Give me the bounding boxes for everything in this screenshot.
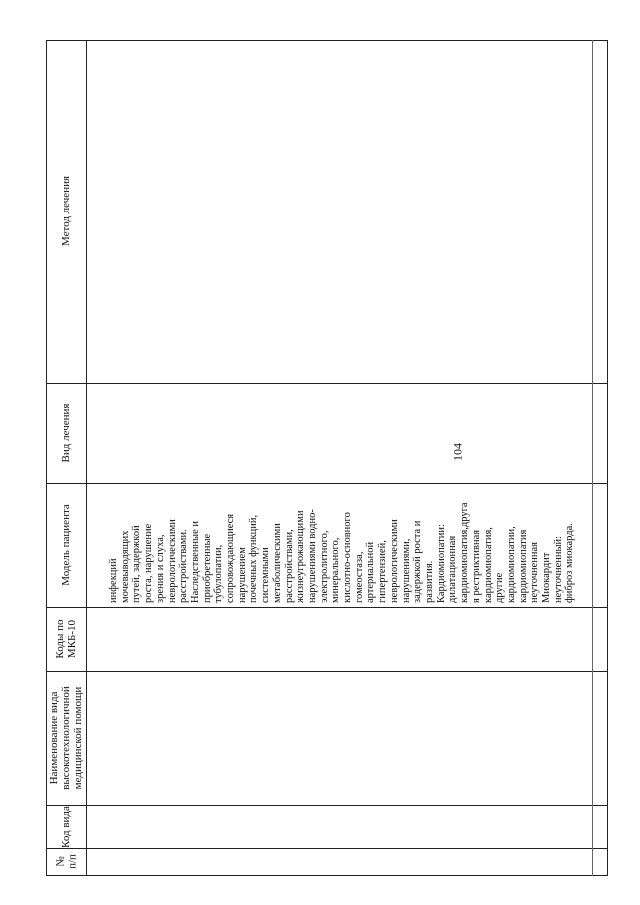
patient-model-line: сопровождающиеся [225, 513, 237, 603]
table-inner-right [592, 40, 593, 876]
table-divider-2 [46, 483, 608, 484]
patient-model-line: неуточненная [529, 542, 541, 603]
patient-model-line: неврологическими [388, 519, 400, 603]
patient-model-line: Миокардит [541, 552, 553, 603]
header-model: Модель пациента [60, 504, 72, 586]
patient-model-line: фиброз миокарда. [564, 523, 576, 603]
header-vid: Вид лечения [60, 403, 72, 463]
patient-model-line: почечных функций, [248, 514, 260, 603]
patient-model-line: инфекций [108, 558, 119, 603]
table-border-top [46, 40, 608, 41]
table-divider-4 [46, 671, 608, 672]
patient-model-line: развития. [423, 560, 435, 603]
patient-model-line: Кардиомиопатии: [435, 524, 447, 603]
page-number: 104 [450, 443, 465, 461]
header-divider [86, 40, 87, 876]
patient-model-line: Наследственные и [189, 520, 201, 603]
patient-model-line: метаболическими [271, 523, 283, 603]
header-mkb: Коды по МКБ-10 [54, 619, 78, 659]
patient-model-line: тубулопатии, [213, 544, 225, 603]
patient-model-line: неуточненный: [552, 535, 564, 603]
table-divider-1 [46, 383, 608, 384]
header-metod: Метод лечения [60, 175, 72, 247]
medical-care-table [46, 40, 608, 876]
header-kod: Код вида [60, 806, 72, 848]
patient-model-line: мочевыводящих [119, 530, 131, 603]
header-num: № п/п [54, 854, 78, 869]
table-border-right [607, 40, 608, 876]
patient-model-line: дилатационная [447, 535, 459, 603]
patient-model-line: нарушением [236, 547, 248, 603]
patient-model-line: зрения и слуха, [154, 534, 166, 603]
patient-model-line: кардиомиопатии, [505, 526, 517, 603]
patient-model-line: артериальной [365, 541, 377, 603]
patient-model-line: электролитного, [318, 530, 330, 603]
patient-model-line: жизнеугрожающими [295, 510, 307, 603]
patient-model-line: кардиомиопатия, [482, 527, 494, 603]
patient-model-text [108, 502, 576, 603]
patient-model-line: гомеостаза, [353, 551, 365, 603]
patient-model-line: я рестриктивная [470, 529, 482, 603]
patient-model-line: минерального, [330, 537, 342, 603]
patient-model-line: роста, нарушение [143, 523, 155, 603]
table-border-bottom [46, 875, 608, 876]
patient-model-line: нарушениями, [400, 538, 412, 603]
patient-model-line: нарушениями водно- [306, 509, 318, 603]
patient-model-line: гипертензией, [377, 540, 389, 603]
patient-model-line: неврологическими [166, 519, 178, 603]
patient-model-line: кардиомиопатия,друга [459, 502, 471, 603]
table-divider-5 [46, 805, 608, 806]
header-name: Наименование вида высокотехнологичной медицинской помощи [48, 686, 84, 790]
table-divider-6 [46, 848, 608, 849]
patient-model-line: расстройствами, [283, 529, 295, 603]
patient-model-line: другие [494, 572, 506, 603]
patient-model-line: кардиомиопатия [517, 529, 529, 603]
patient-model-line: приобретенные [201, 533, 213, 603]
table-divider-3 [46, 607, 608, 608]
patient-model-line: системными [260, 547, 272, 603]
patient-model-line: расстройствами. [178, 529, 190, 603]
patient-model-line: кислотно-основного [342, 512, 354, 603]
patient-model-line: путей, задержкой [131, 525, 143, 603]
patient-model-line: задержкой роста и [412, 520, 424, 603]
